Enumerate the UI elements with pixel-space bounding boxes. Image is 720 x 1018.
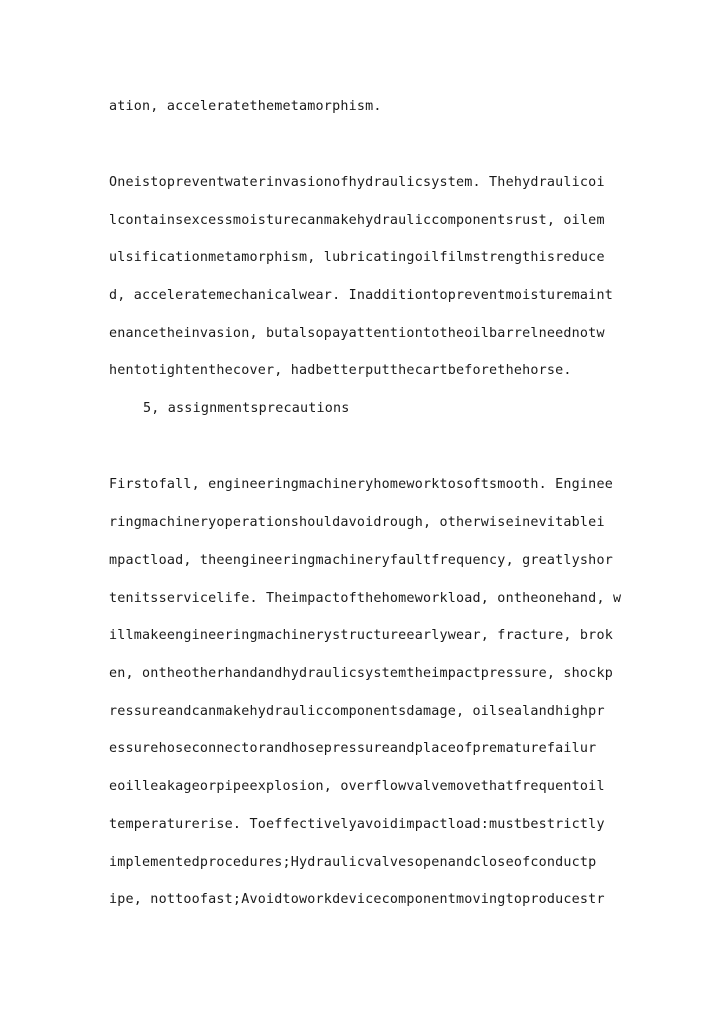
text-line: ringmachineryoperationshouldavoidrough, otherwiseinevitablei bbox=[109, 515, 605, 530]
text-line: d, acceleratemechanicalwear. Inadditiontopreventmoisturemaint bbox=[109, 288, 613, 303]
text-line: en, ontheotherhandandhydraulicsystemtheimpactpressure, shockp bbox=[109, 666, 613, 681]
text-line: ulsificationmetamorphism, lubricatingoilfilmstrengthisreduce bbox=[109, 250, 605, 265]
text-line: ation, acceleratethemetamorphism. bbox=[109, 99, 382, 114]
text-line: Oneistopreventwaterinvasionofhydraulicsystem. Thehydraulicoi bbox=[109, 175, 605, 190]
text-line: implementedprocedures;Hydraulicvalvesopenandcloseofconductp bbox=[109, 855, 597, 870]
text-line: ressureandcanmakehydrauliccomponentsdamage, oilsealandhighpr bbox=[109, 704, 605, 719]
text-line: enancetheinvasion, butalsopayattentiontotheoilbarrelneednotw bbox=[109, 326, 605, 341]
section-heading: 5, assignmentsprecautions bbox=[143, 401, 350, 416]
text-line: eoilleakageorpipeexplosion, overflowvalvemovethatfrequentoil bbox=[109, 779, 605, 794]
text-line: illmakeengineeringmachinerystructureearlywear, fracture, brok bbox=[109, 628, 613, 643]
text-line: tenitsservicelife. Theimpactofthehomeworkload, ontheonehand, w bbox=[109, 591, 622, 606]
text-line: mpactload, theengineeringmachineryfaultfrequency, greatlyshor bbox=[109, 553, 613, 568]
text-line: lcontainsexcessmoisturecanmakehydrauliccomponentsrust, oilem bbox=[109, 213, 605, 228]
text-line: Firstofall, engineeringmachineryhomeworktosoftsmooth. Enginee bbox=[109, 477, 613, 492]
text-line: ipe, nottoofast;Avoidtoworkdevicecomponentmovingtoproducestr bbox=[109, 892, 605, 907]
text-line: temperaturerise. Toeffectivelyavoidimpactload:mustbestrictly bbox=[109, 817, 605, 832]
text-line: essurehoseconnectorandhosepressureandplaceofprematurefailur bbox=[109, 741, 597, 756]
text-line: hentotightenthecover, hadbetterputthecartbeforethehorse. bbox=[109, 363, 572, 378]
